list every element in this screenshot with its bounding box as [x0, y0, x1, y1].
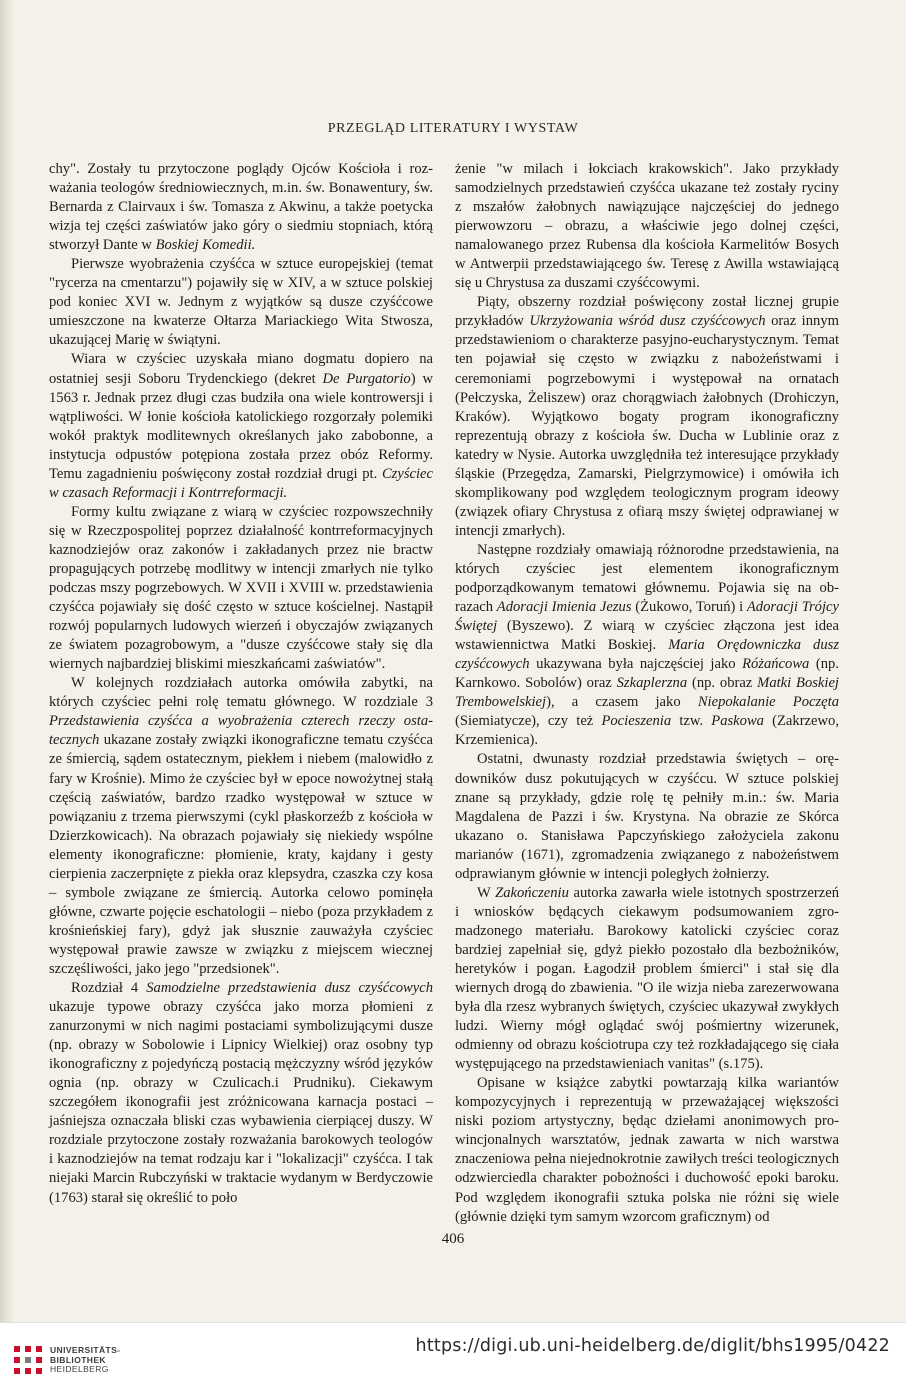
paragraph: chy". Zostały tu przytoczone poglądy Ojców Kościoła i rozważania teologów średniowiecznych, m.in. św. Bonawentury, św. Bernarda z Clairvaux i św. Tomasza z Akwinu, a także poetycka wizja tej części zaświatów jako góry o siedmiu stopniach, którą stworzył Dante w Boskiej Komedii.	[49, 161, 433, 254]
page-number: 406	[441, 1231, 465, 1247]
paragraph: W kolejnych rozdziałach autorka omówiła zabytki, na których czyściec pełni rolę tematu głównego. W rozdziale 3 Przedstawienia czyśćca a wyobrażenia czterech rzeczy ostatecznych ukazane zostały związki ikonograficzne tematu czyśćca ze śmiercią, sądem ostatecznym, piekłem i niebem (malowidło z fary w Krośnie). Mimo że czyściec był w epoce nowożytnej stałą częścią zaświatów, bardzo rzadko występował w sztuce w powiązaniu z trzema pierwszymi (cykl płaskorzeźb z kościoła w Dzierzkowicach). Na obrazach pojawiały się niekiedy wspólne elementy ikonograficzne: płomienie, kraty, kajdany i gesty cierpienia zaczerpnięte z piekła oraz klepsydra, czaszka czy kosa – symbole związane ze śmiercią. Autorka celowo pominęła główne, czwarte pojęcie eschatologii – niebo (poza przykładem z krośnieńskiej fary), gdyż jak słusznie zauważyła czyściec występował prawie zawsze w związku z miejscem wiecznej szczęśliwości, jako jego "przedsionek".	[49, 675, 433, 977]
page-edge-shadow	[0, 0, 14, 1322]
paragraph: Piąty, obszerny rozdział poświęcony został licznej grupie przykładów Ukrzyżowania wśród dusz czyśćcowych oraz innym przedstawieniom o charakterze pasyjno-eucharystycznym. Temat ten pojawiał się często w związku z nabożeństwami i ceremoniami pogrzebowymi i występował na ornatach (Pełczyska, Żeliszew) oraz chorągwiach żałobnych (Drohiczyn, Kraków). Wyjątkowo bogaty program ikonograficzny reprezentują obrazy z kościoła św. Ducha w Lublinie oraz z katedry w Nysie. Autorka uwzględniła też interesujące przykłady śląskie (Przegędza, Zamarski, Pielgrzymowice) i omówiła ich skomplikowany pod względem teologicznym program ideowy (związek ofiary Chrystusa z ofiarą mszy świętej odprawianej w intencji zmarłych).	[455, 294, 839, 539]
paragraph: żenie "w milach i łokciach krakowskich". Jako przykłady samodzielnych przedstawień czyśćca ukazane też zostały ryciny z mszałów żałobnych nawiązujące najczęściej do jednego pierwowzoru – obrazu, a właściwie jego dolnej części, namalowanego przez Rubensa dla kościoła Karmelitów Bosych w Antwerpii przedstawiającego św. Teresę z Awilla wstawiającą się u Chrystusa za duszami czyśćcowymi.	[455, 161, 839, 292]
library-logo-text: UNIVERSITÄTS- BIBLIOTHEK HEIDELBERG	[50, 1345, 121, 1375]
footer-bar	[0, 1322, 906, 1396]
source-url-link[interactable]: https://digi.ub.uni-heidelberg.de/diglit/bhs1995/0422	[415, 1336, 890, 1356]
left-column	[49, 160, 433, 1208]
paragraph: Następne rozdziały omawiają różnorodne przedstawienia, na których czyściec jest elementem ikonograficznym podporządkowanym tematowi głównemu. Pojawia się na obrazach Adoracji Imienia Jezus (Żukowo, Toruń) i Adoracji Trójcy Świętej (Byszewo). Z wiarą w czyściec złączona jest idea wstawiennictwa Matki Boskiej. Maria Orędowniczka dusz czyśćcowych ukazywana była najczęściej jako Różańcowa (np. Karnkowo. Sobolów) oraz Szkaplerzna (np. obraz Matki Boskiej Trembowelskiej), a czasem jako Niepokalanie Poczęta (Siemiatycze), czy też Pocieszenia tzw. Paskowa (Zakrzewo, Krzemienica).	[455, 541, 839, 749]
university-library-logo-icon	[14, 1346, 42, 1374]
paragraph: W Zakończeniu autorka zawarła wiele istotnych spostrzerzeń i wniosków będących ciekawym podsumowaniem zgromadzonego materiału. Barokowy katolicki czyściec coraz bardziej zapełniał się, gdyż piekło pozostało dla bezbożników, heretyków i pogan. Łagodził problem śmierci" i stał się dla wiernych drogą do zbawienia. "O ile wizja nieba zarezerwowana była dla rzesz wybranych świętych, czyściec ukazywał zwykłych ludzi. Wierny mógł oglądać swój pośmiertny wizerunek, odmienny od obrazu kościotrupa czy też rozkładającego się ciała występującego na przedstawieniach vanitas" (s.175).	[455, 884, 839, 1073]
paragraph: Opisane w książce zabytki powtarzają kilka wariantów kompozycyjnych i reprezentują w przeważającej większości niski poziom artystyczny, będąc dziełami anonimowych prowincjonalnych warsztatów, jednak zawarta w nich warstwa znaczeniowa pełna niejednokrotnie zawiłych treści teologicznych odzwierciedla charakter pobożności i duchowość epoki baroku. Pod względem ikonografii sztuka polska nie różni się wiele (głównie dzięki tym samym wzorcom graficznym) od	[455, 1075, 839, 1225]
running-head: PRZEGLĄD LITERATURY I WYSTAW	[327, 121, 579, 136]
paragraph: Pierwsze wyobrażenia czyśćca w sztuce europejskiej (temat "rycerza na cmentarzu") pojawiły się w XIV, a w sztuce polskiej pod koniec XVI w. Jednym z wyjątków są dusze czyśćcowe umieszczone na kwaterze Ołtarza Mariackiego Wita Stwosza, ukazującej Marię w świątyni.	[49, 256, 433, 349]
paragraph: Ostatni, dwunasty rozdział przedstawia świętych – orędowników dusz pokutujących w czyśćcu. W sztuce polskiej znane są przykłady, gdzie rolę tę pełniły m.in.: św. Maria Magdalena de Pazzi i św. Krystyna. Na obrazie ze Skórca ukazano o. Stanisława Papczyńskiego założyciela zakonu marianów (1671), zgromadzenia związanego z nabożeństwem odprawianym głównie w intencji poległych żołnierzy.	[455, 751, 839, 882]
paragraph: Rozdział 4 Samodzielne przedstawienia dusz czyśćcowych ukazuje typowe obrazy czyśćca jako morza płomieni z zanurzonymi w nich nagimi postaciami symbolizującymi dusze (np. obrazy w Sobolowie i Lipnicy Wielkiej) oraz osobny typ ikonograficzny z pojedyńczą postacią mężczyzny wśród języków ognia (np. obrazy w Czulicach.i Prudniku). Ciekawym szczegółem ikonografii jest zróżnicowana karnacja postaci – jaśniejsza oznaczała bliski czas wybawienia cierpiącej duszy. W rozdziale przytoczone zostały rozważania barokowych teologów i kaznodziejów na temat rodzaju kar i "lokalizacji" czyśćca. I tak niejaki Marcin Rubczyński w traktacie wydanym w Berdyczowie (1763) starał się określić to poło	[49, 980, 434, 1206]
right-column	[455, 160, 839, 1227]
paragraph: Wiara w czyściec uzyskała miano dogmatu dopiero na ostatniej sesji Soboru Trydenckiego (dekret De Purgatorio) w 1563 r. Jednak przez długi czas budziła ona wiele kontrowersji i wątpliwości. W łonie kościoła katolickiego rozgorzały polemiki wokół praktyk modlitewnych określanych jako zabobonne, a instytucja odpustów potępiona została przez obóz Reformy. Temu zagadnieniu poświęcony został rozdział drugi pt. Czyściec w czasach Reformacji i Kontrreformacji.	[49, 351, 433, 501]
paragraph: Formy kultu związane z wiarą w czyściec rozpowszechniły się w Rzeczpospolitej poprzez działalność kontrreformacyjnych kaznodziejów oraz zakonów i zakładanych przez nie bractw propagujących potrzebę modlitwy w intencji zmarłych nie tylko podczas mszy pogrzebowych. W XVII i XVIII w. przedstawienia czyśćca pojawiały się dość często w sztuce kościelnej. Nastąpił rozwój popularnych ludowych wierzeń i obyczajów związanych ze światem pozagrobowym, a "dusze czyśćcowe stały się dla wiernych najbardziej bliskimi mieszkańcami zaświatów".	[49, 503, 433, 673]
